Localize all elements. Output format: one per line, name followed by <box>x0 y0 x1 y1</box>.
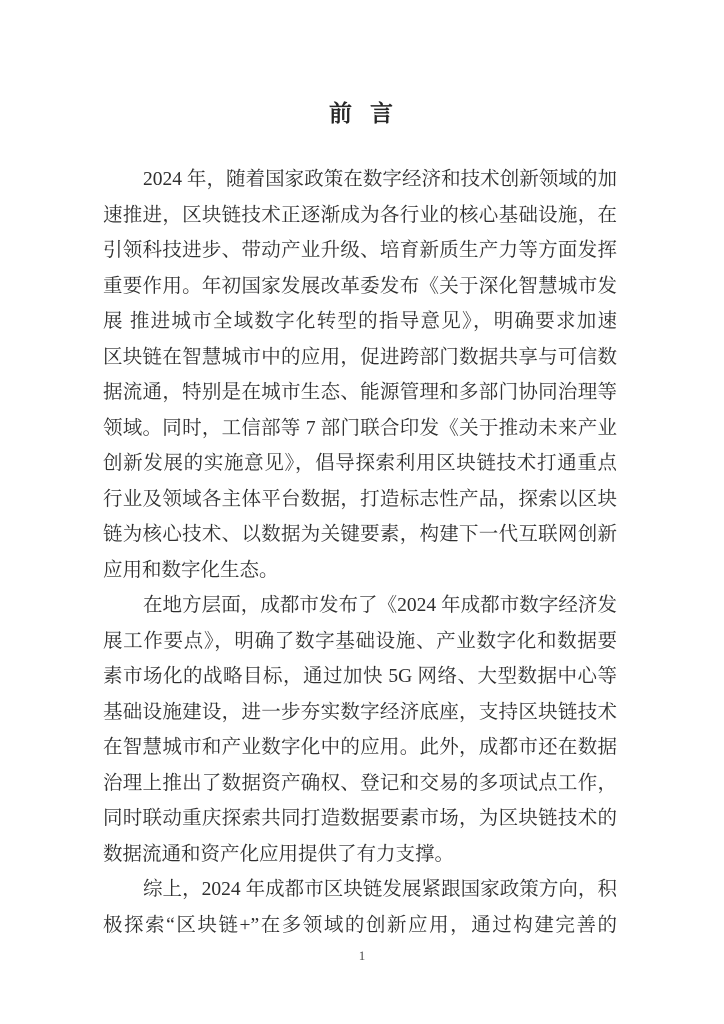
paragraph <box>103 872 617 943</box>
text-line: 素市场化的战略目标，通过加快 5G 网络、大型数据中心等 <box>103 666 617 687</box>
text-line: 治理上推出了数据资产确权、登记和交易的多项试点工作， <box>103 772 617 794</box>
text-line: 区块链在智慧城市中的应用，促进跨部门数据共享与可信数 <box>103 346 617 368</box>
text-line: 展工作要点》，明确了数字基础设施、产业数字化和数据要 <box>103 630 617 652</box>
page-number: 1 <box>358 948 366 963</box>
text-line: 领域。同时，工信部等 7 部门联合印发《关于推动未来产业 <box>103 417 617 439</box>
text-line: 创新发展的实施意见》，倡导探索利用区块链技术打通重点 <box>103 453 617 474</box>
text-line: 综上，2024 年成都市区块链发展紧跟国家政策方向，积 <box>143 879 617 900</box>
text-line: 链为核心技术、以数据为关键要素，构建下一代互联网创新 <box>103 524 617 545</box>
text-line: 基础设施建设，进一步夯实数字经济底座，支持区块链技术 <box>103 701 617 723</box>
text-line: 据流通，特别是在城市生态、能源管理和多部门协同治理等 <box>103 382 617 403</box>
text-line: 同时联动重庆探索共同打造数据要素市场，为区块链技术的 <box>103 808 617 829</box>
text-line: 极探索“区块链+”在多领域的创新应用，通过构建完善的 <box>103 914 617 936</box>
paragraph <box>103 588 617 872</box>
text-line: 数据流通和资产化应用提供了有力支撑。 <box>103 843 455 865</box>
document-body <box>103 162 617 943</box>
page-title: 前 言 <box>328 101 395 127</box>
text-line: 引领科技进步、带动产业升级、培育新质生产力等方面发挥 <box>103 240 617 261</box>
paragraph <box>103 162 617 588</box>
text-line: 2024 年，随着国家政策在数字经济和技术创新领域的加 <box>143 169 617 190</box>
text-line: 展 推进城市全域数字化转型的指导意见》，明确要求加速 <box>103 311 617 332</box>
text-line: 速推进，区块链技术正逐渐成为各行业的核心基础设施，在 <box>103 204 617 226</box>
text-line: 在地方层面，成都市发布了《2024 年成都市数字经济发 <box>143 595 617 616</box>
text-line: 行业及领域各主体平台数据，打造标志性产品，探索以区块 <box>103 488 617 510</box>
text-line: 在智慧城市和产业数字化中的应用。此外，成都市还在数据 <box>103 737 617 758</box>
text-line: 重要作用。年初国家发展改革委发布《关于深化智慧城市发 <box>103 275 617 297</box>
text-line: 应用和数字化生态。 <box>103 559 279 581</box>
